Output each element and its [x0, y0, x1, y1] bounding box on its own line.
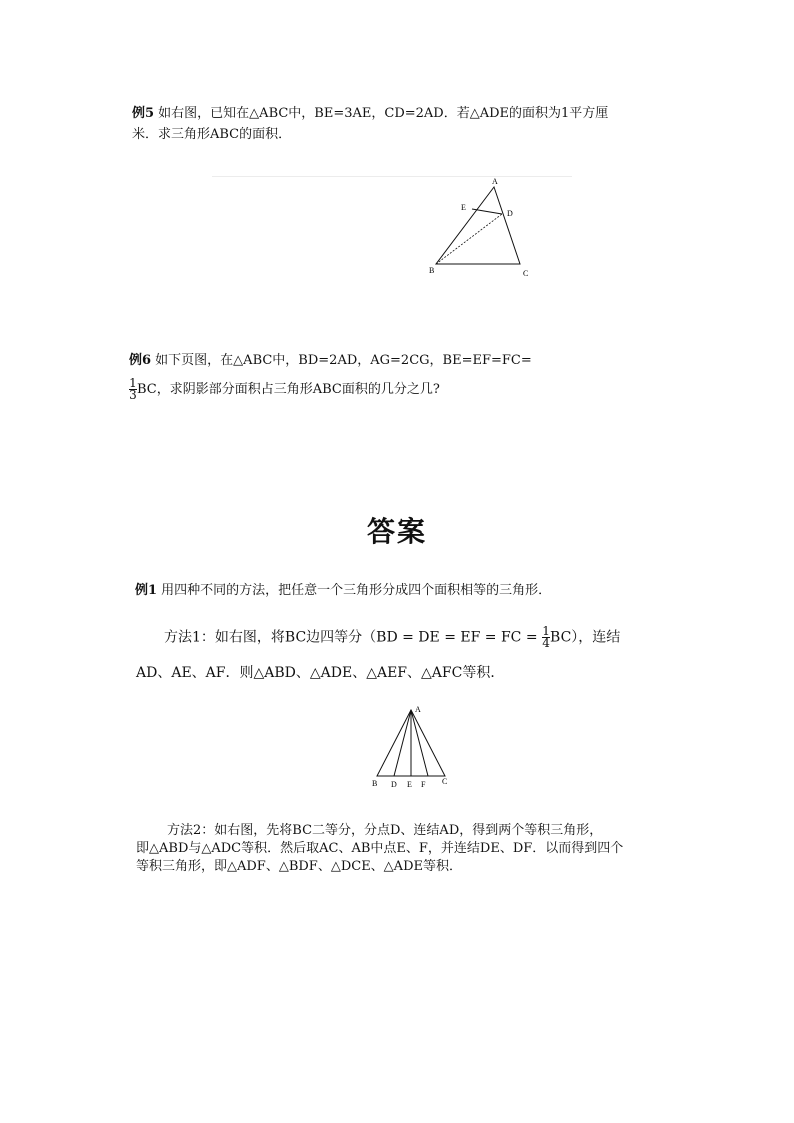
label-b: B	[372, 779, 378, 788]
segment-af	[411, 710, 428, 776]
label-e: E	[461, 203, 466, 212]
example5-line2: 米．求三角形ABC的面积．	[132, 127, 292, 142]
example6-line1	[129, 352, 532, 370]
segment-bd	[436, 214, 502, 264]
example1-tag: 例1	[135, 583, 158, 598]
method2-line2: 即△ABD与△ADC等积．然后取AC、AB中点E、F，并连结DE、DF．以而得到四个	[136, 841, 624, 856]
example5-line1	[132, 105, 608, 123]
method1-text-b: BC），连结	[550, 629, 621, 646]
triangle-abc	[436, 187, 520, 264]
label-e: E	[407, 780, 412, 789]
label-c: C	[442, 777, 448, 786]
fraction-one-third	[129, 378, 137, 401]
triangle-figure-ex5	[420, 172, 540, 282]
example1-text1: 用四种不同的方法，把任意一个三角形分成四个面积相等的三角形．	[157, 583, 552, 598]
label-d: D	[507, 209, 513, 218]
label-a: A	[492, 177, 498, 186]
answer-title: 答案	[367, 515, 428, 548]
fraction-one-quarter	[542, 626, 550, 649]
method1-line2: AD、AE、AF．则△ABD、△ADE、△AEF、△AFC等积．	[136, 665, 505, 681]
segment-ed	[472, 209, 502, 214]
example6-text1: 如下页图，在△ABC中，BD=2AD，AG=2CG，BE=EF=FC=	[151, 353, 532, 368]
fraction-denominator: 4	[542, 636, 550, 650]
label-d: D	[391, 780, 397, 789]
label-c: C	[523, 269, 529, 278]
method2-line1: 方法2：如右图，先将BC二等分，分点D、连结AD，得到两个等积三角形，	[167, 823, 603, 838]
label-b: B	[429, 266, 435, 275]
example6-line2	[129, 378, 440, 401]
example6-tag: 例6	[129, 353, 152, 368]
fraction-denominator: 3	[129, 388, 137, 402]
example6-text2: BC，求阴影部分面积占三角形ABC面积的几分之几?	[137, 382, 440, 397]
example5-text1: 如右图，已知在△ABC中，BE=3AE，CD=2AD．若△ADE的面积为1平方厘	[154, 106, 609, 121]
method1-line1	[164, 626, 620, 649]
example1-line1	[135, 582, 551, 600]
method1-text-a: 方法1：如右图，将BC边四等分（BD = DE = EF = FC =	[164, 629, 543, 646]
segment-ad	[394, 710, 411, 776]
label-a: A	[415, 705, 421, 714]
fraction-numerator: 1	[542, 624, 550, 638]
triangle-figure-ex1	[365, 700, 465, 795]
fraction-numerator: 1	[129, 376, 137, 390]
example5-tag: 例5	[132, 106, 155, 121]
method2-line3: 等积三角形，即△ADF、△BDF、△DCE、△ADE等积．	[136, 859, 462, 874]
label-f: F	[421, 780, 426, 789]
